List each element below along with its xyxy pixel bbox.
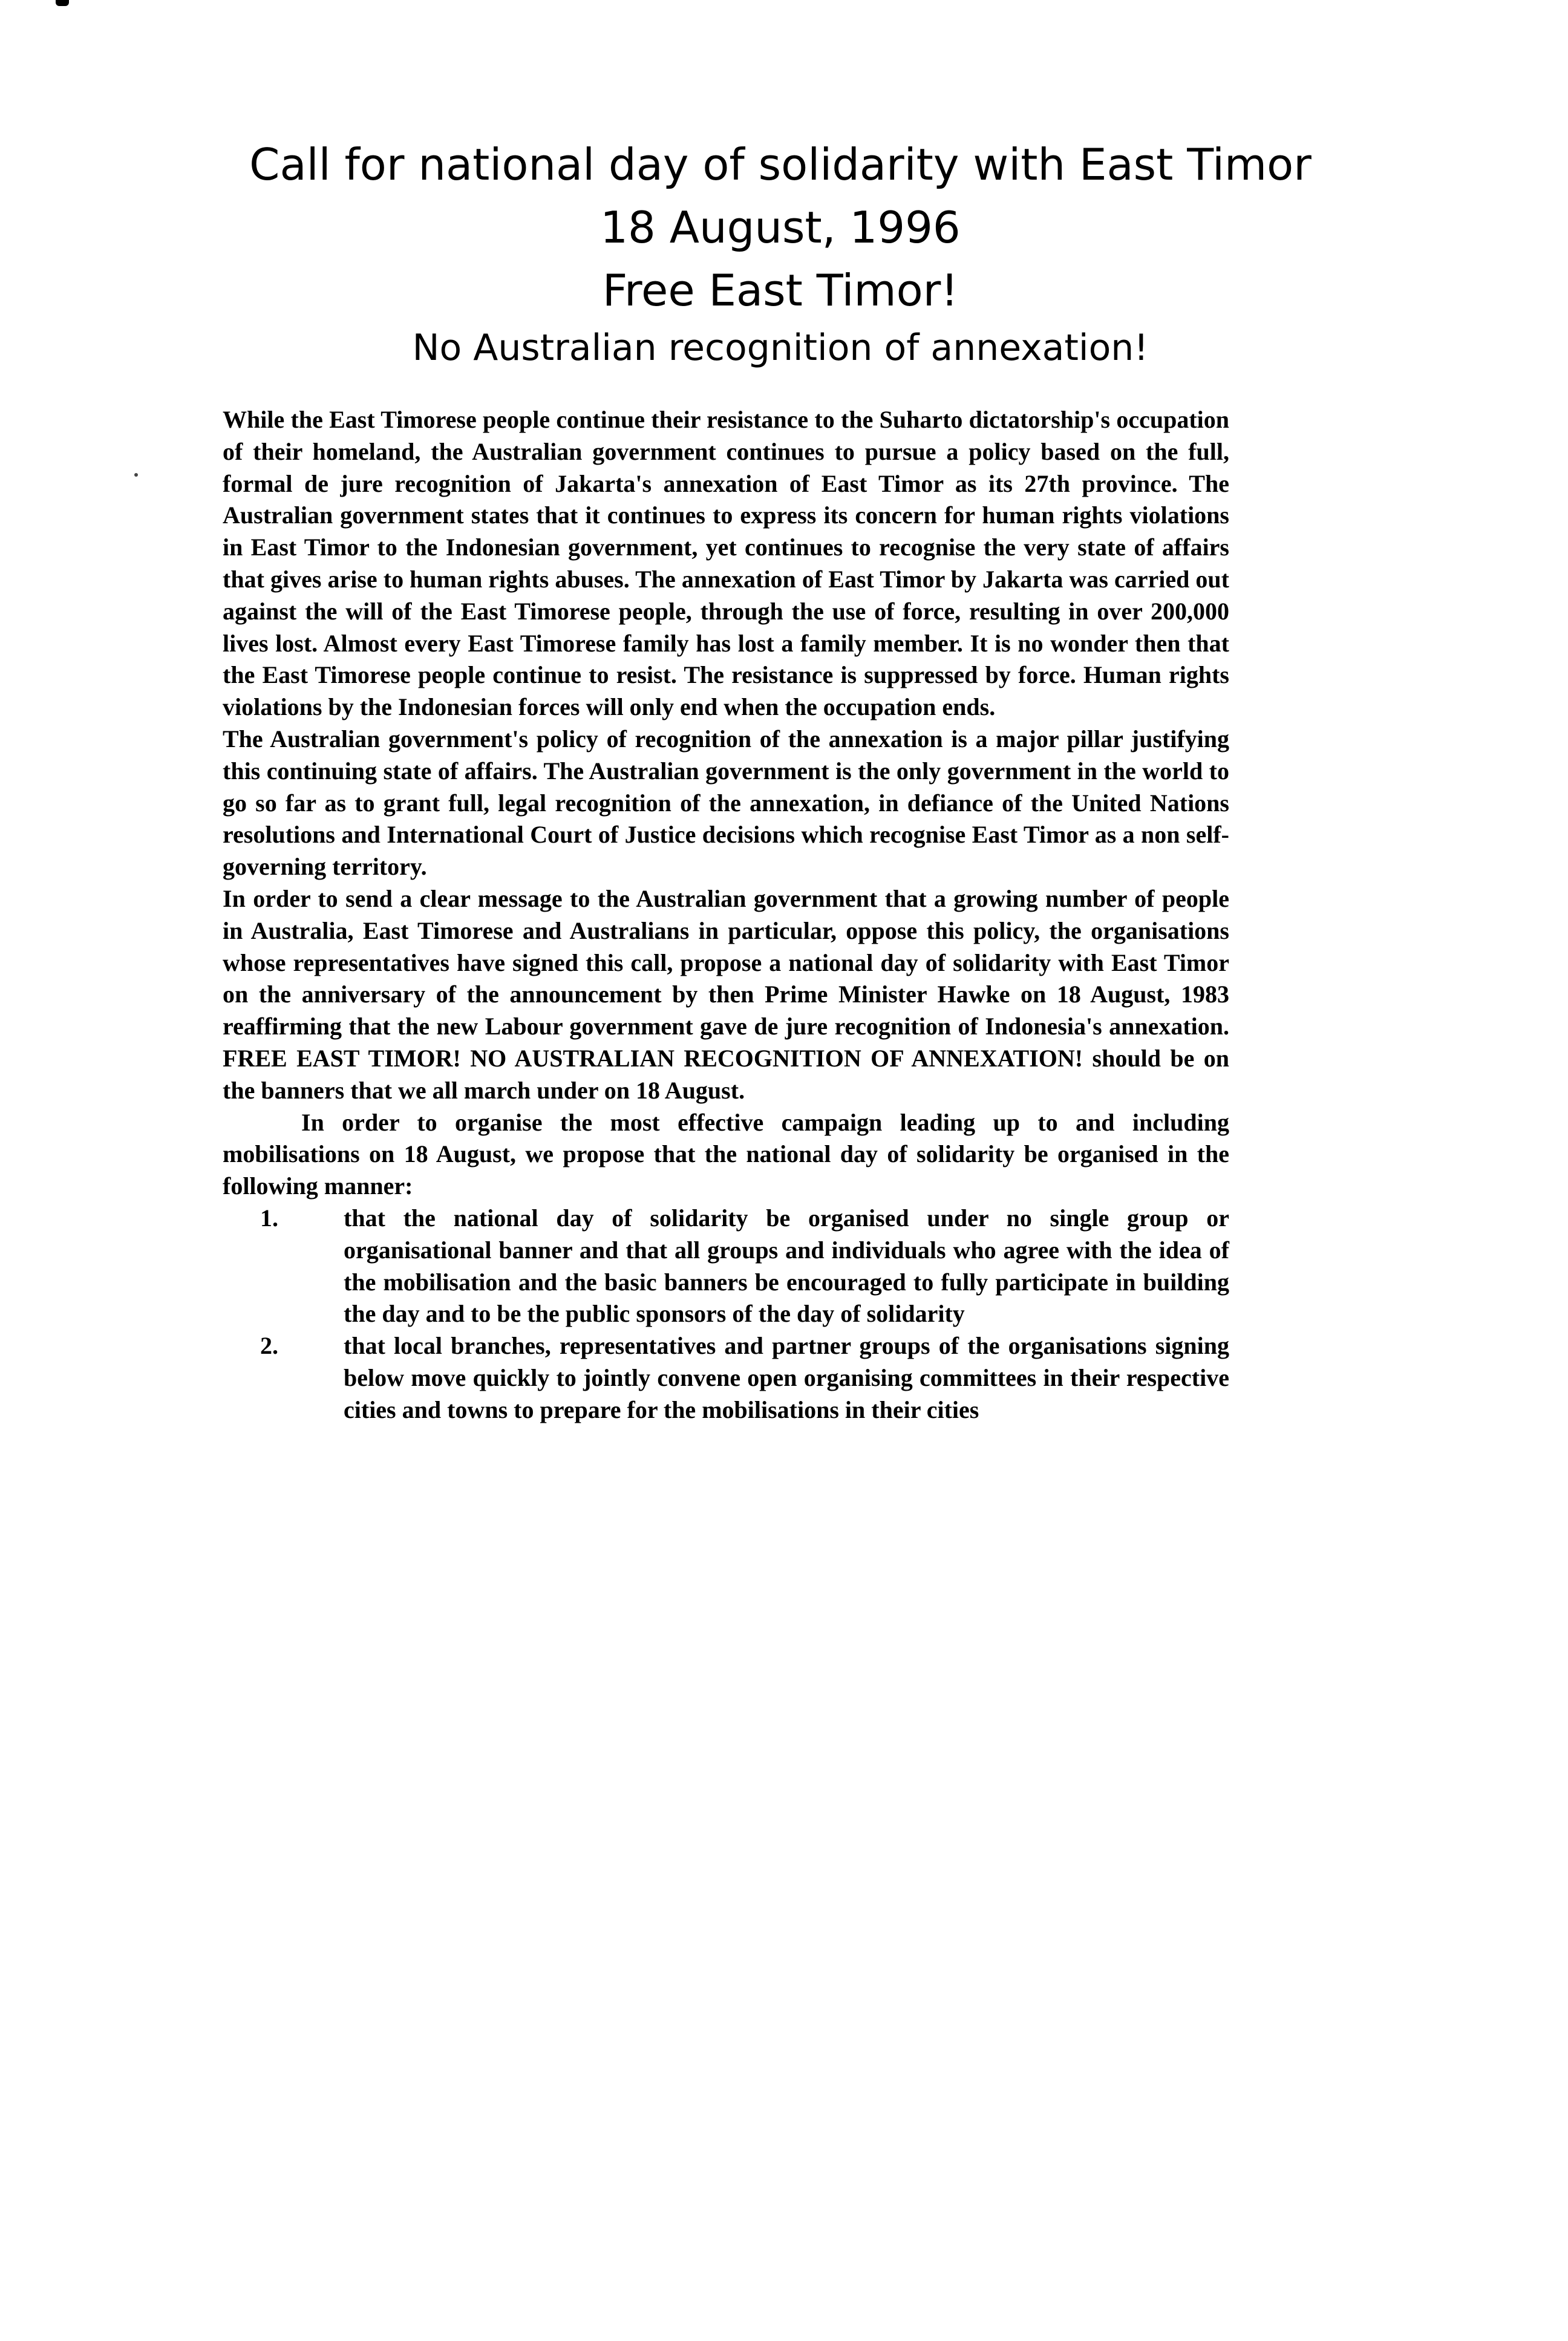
list-item-text: that local branches, representatives and partner groups of the organisations signing below move quickly to jointly convene open organising committees in their respective cities and towns to prepare for the mobilisations in their cities	[344, 1332, 1229, 1423]
proposal-list	[223, 1203, 1229, 1426]
heading-date: 18 August, 1996	[600, 202, 961, 253]
list-item-text: that the national day of solidarity be organised under no single group or organisational banner and that all groups and individuals who agree with the idea of the mobilisation and the basic banners be encouraged to fully participate in building the day and to be the public sponsors of the day of solidarity	[344, 1204, 1229, 1328]
list-item	[223, 1330, 1229, 1426]
paragraph-proposal-end: should be on the banners that we all march under on 18 August.	[223, 1044, 1230, 1104]
paragraph-proposal-start: In order to send a clear message to the Australian government that a growing number of people in Australia, East Timorese and Australians in particular, oppose this policy, the organisations whose representatives have signed this call, propose a	[223, 884, 1229, 976]
paragraph-recognition-policy: The Australian government's policy of recognition of the annexation is a major pillar justifying this continuing state of affairs. The Australian government is the only government in the world to go so far as to grant full, legal recognition of the annexation, in defiance of the United Nations resolutions and International Court of Justice decisions which recognise East Timor as a non self-governing territory.	[223, 725, 1229, 881]
list-item-number: 1.	[260, 1204, 278, 1232]
scan-speck	[134, 473, 138, 477]
list-item	[223, 1203, 1229, 1330]
paragraph-resistance: While the East Timorese people continue their resistance to the Suharto dictatorship's occupation of their homeland, the Australian government continues to pursue a policy based on the full, formal de jure recognition of Jakarta's annexation of East Timor as its 27th province. The Australian government states that it continues to express its concern for human rights violations in East Timor to the Indonesian government, yet continues to recognise the very state of affairs that gives arise to human rights abuses. The annexation of East Timor by Jakarta was carried out against the will of the East Timorese people, through the use of force, resulting in over 200,000 lives lost. Almost every East Timorese family has lost a family member. It is no wonder then that the East Timorese people continue to resist. The resistance is suppressed by force. Human rights violations by the Indonesian forces will only end when the occupation ends.	[223, 406, 1229, 721]
heading-subtitle: No Australian recognition of annexation!	[412, 327, 1149, 369]
heading-line-1: Call for national day of solidarity with East Timor	[249, 139, 1312, 190]
paragraph-organisation: In order to organise the most effective campaign leading up to and including mobilisations on 18 August, we propose that the national day of solidarity be organised in the following manner:	[223, 1108, 1229, 1200]
paragraph-proposal	[223, 883, 1229, 1107]
list-item-number: 2.	[260, 1332, 278, 1360]
heading-slogan: Free East Timor!	[602, 265, 959, 316]
scan-corner-mark	[56, 0, 69, 6]
paragraph-proposal-emphasis: national day of solidarity with East Timor on the anniversary of the announcement by then Prime Minister Hawke on 18 August, 1983 reaffirming that the new Labour government gave de jure recognition of Indonesia's annexation. FREE EAST TIMOR! NO AUSTRALIAN RECOGNITION OF ANNEXATION!	[223, 948, 1230, 1072]
document-body	[223, 404, 1229, 1426]
